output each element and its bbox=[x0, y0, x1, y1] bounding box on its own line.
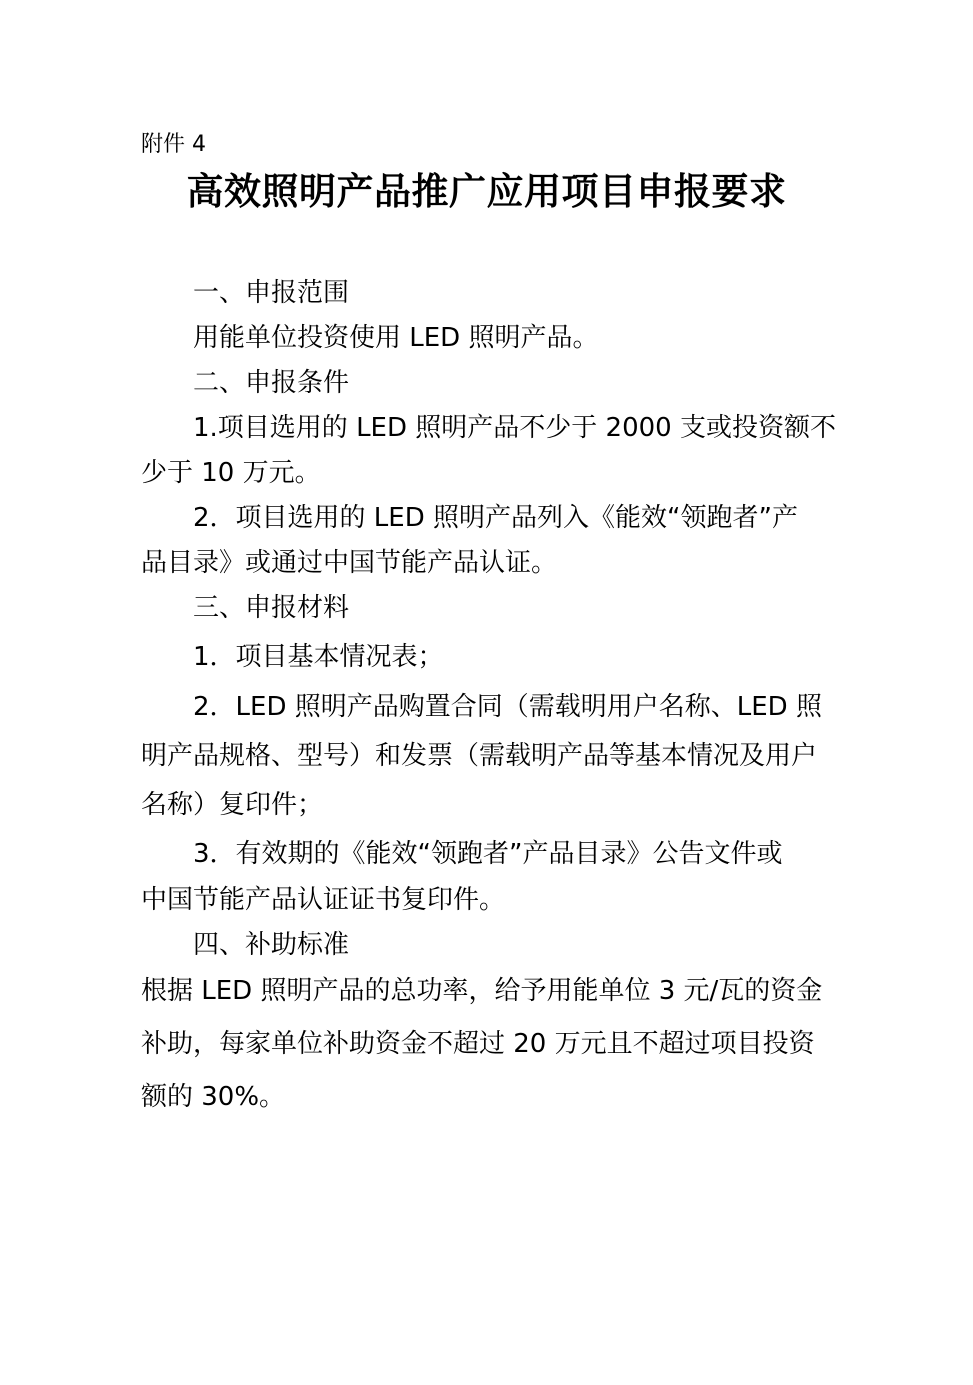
material-2-line-3: 名称）复印件； bbox=[141, 790, 324, 820]
page-title: 高效照明产品推广应用项目申报要求 bbox=[186, 169, 787, 213]
material-3-line-2: 中国节能产品认证证书复印件。 bbox=[141, 885, 506, 915]
material-2-line-2: 明产品规格、型号）和发票（需载明产品等基本情况及用户 bbox=[141, 741, 818, 771]
material-2-line-1: 2．LED 照明产品购置合同（需载明用户名称、LED 照 bbox=[193, 692, 822, 722]
subsidy-line-2: 补助，每家单位补助资金不超过 20 万元且不超过项目投资 bbox=[141, 1029, 815, 1059]
condition-2-line-1: 2．项目选用的 LED 照明产品列入《能效“领跑者”产 bbox=[193, 503, 798, 533]
subsidy-line-1: 根据 LED 照明产品的总功率，给予用能单位 3 元/瓦的资金 bbox=[141, 976, 823, 1006]
section-heading-conditions: 二、申报条件 bbox=[193, 368, 350, 398]
material-1: 1．项目基本情况表； bbox=[193, 642, 444, 672]
section-heading-scope: 一、申报范围 bbox=[193, 278, 350, 308]
material-3-line-1: 3．有效期的《能效“领跑者”产品目录》公告文件或 bbox=[193, 839, 783, 869]
attachment-label: 附件 4 bbox=[141, 132, 206, 157]
scope-paragraph: 用能单位投资使用 LED 照明产品。 bbox=[193, 323, 599, 353]
subsidy-line-3: 额的 30%。 bbox=[141, 1082, 286, 1112]
condition-1-line-1: 1.项目选用的 LED 照明产品不少于 2000 支或投资额不 bbox=[193, 413, 836, 443]
section-heading-materials: 三、申报材料 bbox=[193, 593, 350, 623]
condition-2-line-2: 品目录》或通过中国节能产品认证。 bbox=[141, 548, 558, 578]
section-heading-subsidy: 四、补助标准 bbox=[193, 930, 350, 960]
condition-1-line-2: 少于 10 万元。 bbox=[141, 458, 321, 488]
